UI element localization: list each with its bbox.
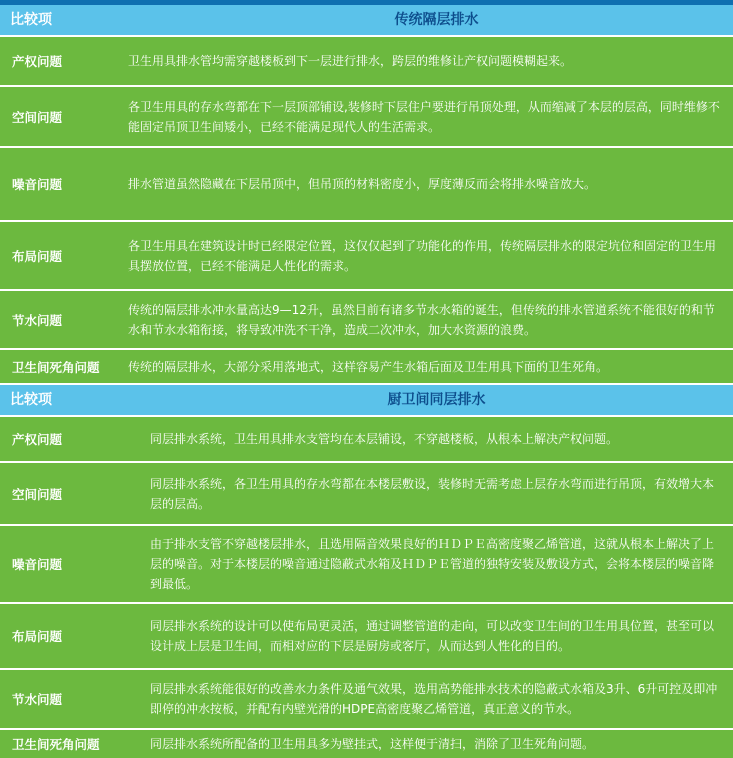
section1-row-water-saving: [0, 289, 733, 348]
section1-header: [0, 5, 733, 35]
row-text: 由于排水支管不穿越楼层排水，且选用隔音效果良好的ＨＤＰＥ高密度聚乙烯管道，这就从根本上解决了上层的噪音。对于本楼层的噪音通过隐蔽式水箱及ＨＤＰＥ管道的独特安装及敷设方式，会将本楼层的噪音降到最低。: [150, 537, 715, 591]
section2-row-layout: [0, 602, 733, 668]
row-label: 产权问题: [12, 54, 63, 69]
row-text: 同层排水系统能很好的改善水力条件及通气效果，选用高势能排水技术的隐蔽式水箱及3升、6升可控及即冲即停的冲水按板，并配有内壁光滑的HDPE高密度聚乙烯管道，真正意义的节水。: [150, 682, 718, 716]
section2-row-dead-corner: [0, 728, 733, 758]
row-text: 同层排水系统所配备的卫生用具多为壁挂式，这样便于清扫，消除了卫生死角问题。: [150, 737, 595, 751]
row-label: 噪音问题: [12, 557, 63, 572]
row-text: 传统的隔层排水，大部分采用落地式，这样容易产生水箱后面及卫生用具下面的卫生死角。: [128, 359, 609, 374]
section2-row-property: [0, 415, 733, 461]
row-text: 排水管道虽然隐藏在下层吊顶中，但吊顶的材料密度小，厚度薄反而会将排水噪音放大。: [128, 177, 597, 191]
row-text: 各卫生用具的存水弯都在下一层顶部铺设,装修时下层住户要进行吊顶处理，从而缩减了本层的层高，同时维修不能固定吊顶卫生间矮小，已经不能满足现代人的生活需求。: [128, 99, 720, 134]
section1-header-title: 传统隔层排水: [394, 12, 479, 28]
row-text: 同层排水系统的设计可以使布局更灵活，通过调整管道的走向，可以改变卫生间的卫生用具位置，甚至可以设计成上层是卫生间，而相对应的下层是厨房或客厅，从而达到人性化的目的。: [150, 619, 715, 653]
section1-row-layout: [0, 220, 733, 289]
section2-header-key: 比较项: [10, 392, 52, 408]
section2-row-water-saving: [0, 668, 733, 728]
row-text: 各卫生用具在建筑设计时已经限定位置，这仅仅起到了功能化的作用，传统隔层排水的限定坑位和固定的卫生用具摆放位置，已经不能满足人性化的需求。: [128, 238, 717, 273]
section2-header: [0, 385, 733, 415]
row-text: 同层排水系统，卫生用具排水支管均在本层铺设，不穿越楼板，从根本上解决产权问题。: [150, 432, 619, 446]
section2-row-space: [0, 461, 733, 524]
row-label: 卫生间死角问题: [12, 359, 100, 375]
row-label: 空间问题: [12, 486, 63, 502]
section1-row-noise: [0, 146, 733, 220]
row-label: 卫生间死角问题: [12, 737, 100, 752]
section1-header-key: 比较项: [10, 12, 52, 28]
row-label: 节水问题: [12, 312, 63, 328]
section1-row-space: [0, 85, 733, 146]
row-label: 噪音问题: [12, 177, 63, 192]
row-text: 卫生用具排水管均需穿越楼板到下一层进行排水，跨层的维修让产权问题模糊起来。: [128, 54, 573, 68]
row-label: 空间问题: [12, 109, 63, 125]
row-text: 同层排水系统，各卫生用具的存水弯都在本楼层敷设，装修时无需考虑上层存水弯而进行吊顶，有效增大本层的层高。: [150, 476, 715, 511]
row-label: 节水问题: [12, 692, 63, 707]
row-label: 产权问题: [12, 432, 63, 447]
section2-header-title: 厨卫间同层排水: [387, 392, 486, 408]
row-label: 布局问题: [12, 629, 63, 644]
row-text: 传统的隔层排水冲水量高达9—12升，虽然目前有诸多节水水箱的诞生，但传统的排水管道系统不能很好的和节水和节水水箱衔接，将导致冲洗不干净，造成二次冲水，加大水资源的浪费。: [128, 302, 715, 337]
row-label: 布局问题: [12, 248, 63, 264]
section1-row-property: [0, 35, 733, 85]
section2-row-noise: [0, 524, 733, 602]
section1-row-dead-corner: [0, 348, 733, 383]
